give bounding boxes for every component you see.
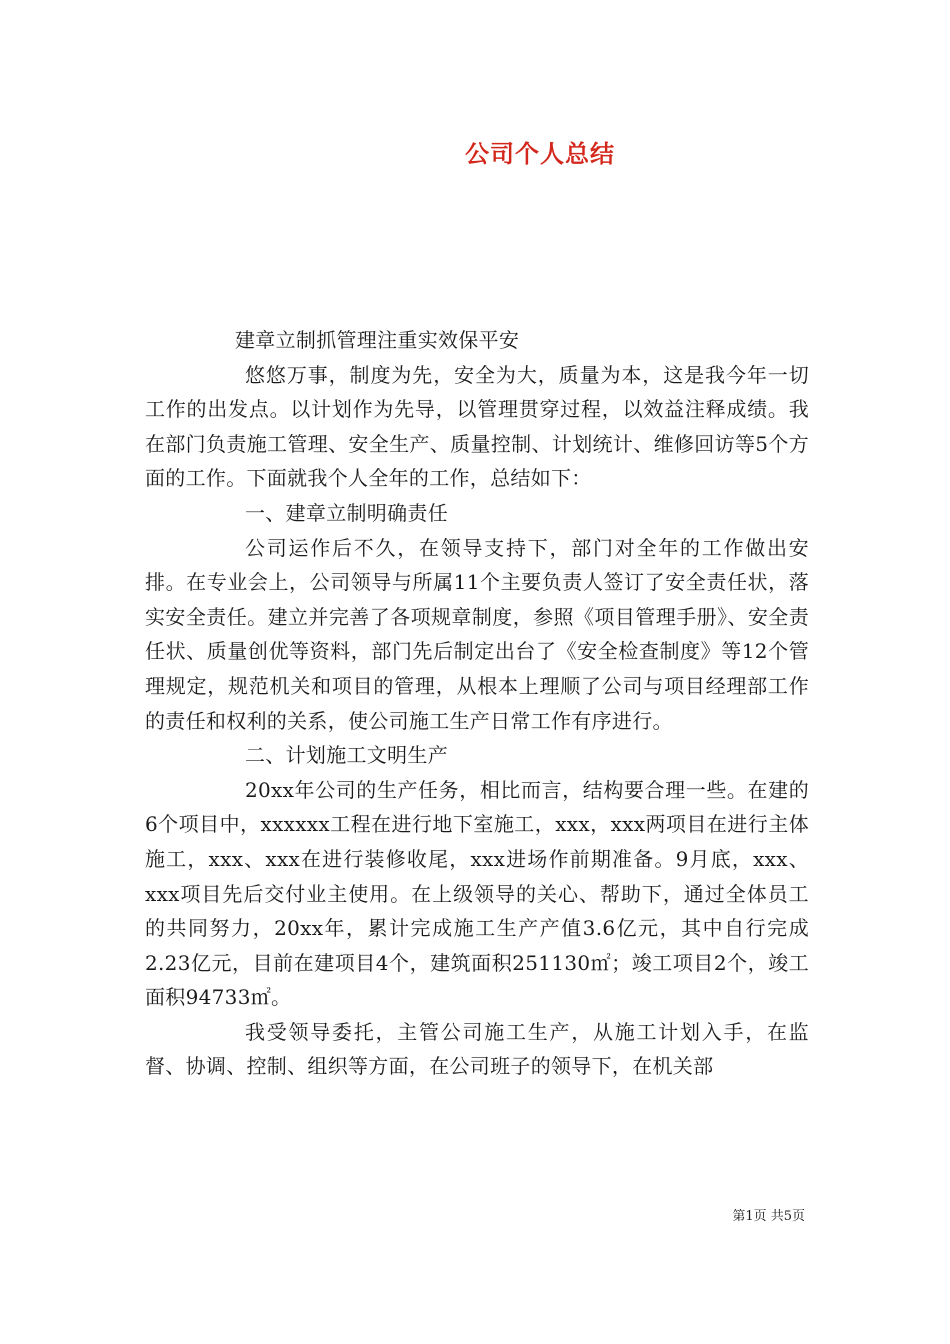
document-body bbox=[145, 323, 809, 1084]
document-title: 公司个人总结 bbox=[465, 140, 615, 168]
section-heading-1: 一、建章立制明确责任 bbox=[245, 500, 448, 525]
paragraph-section-1: 公司运作后不久，在领导支持下，部门对全年的工作做出安排。在专业会上，公司领导与所属11个主要负责人签订了安全责任状，落实安全责任。建立并完善了各项规章制度，参照《项目管理手册》、安全责任状、质量创优等资料，部门先后制定出台了《安全检查制度》等12个管理规定，规范机关和项目的管理，从根本上理顺了公司与项目经理部工作的责任和权利的关系，使公司施工生产日常工作有序进行。 bbox=[145, 535, 809, 733]
paragraph-intro: 悠悠万事，制度为先，安全为大，质量为本，这是我今年一切工作的出发点。以计划作为先导，以管理贯穿过程，以效益注释成绩。我在部门负责施工管理、安全生产、质量控制、计划统计、维修回访等5个方面的工作。下面就我个人全年的工作，总结如下： bbox=[145, 362, 809, 491]
section-heading-2: 二、计划施工文明生产 bbox=[245, 743, 448, 768]
document-subtitle: 建章立制抓管理注重实效保平安 bbox=[235, 328, 520, 352]
paragraph-section-2: 20xx年公司的生产任务，相比而言，结构要合理一些。在建的6个项目中，xxxxxx工程在进行地下室施工，xxx，xxx两项目在进行主体施工，xxx、xxx在进行装修收尾，xxx进场作前期准备。9月底，xxx、xxx项目先后交付业主使用。在上级领导的关心、帮助下，通过全体员工的共同努力，20xx年，累计完成施工生产产值3.6亿元，其中自行完成2.23亿元，目前在建项目4个，建筑面积251130㎡；竣工项目2个，竣工面积94733㎡。 bbox=[145, 777, 809, 1010]
paragraph-section-2-continued: 我受领导委托，主管公司施工生产，从施工计划入手，在监督、协调、控制、组织等方面，在公司班子的领导下，在机关部 bbox=[145, 1019, 809, 1079]
page-number-footer: 第1页 共5页 bbox=[732, 1209, 805, 1224]
